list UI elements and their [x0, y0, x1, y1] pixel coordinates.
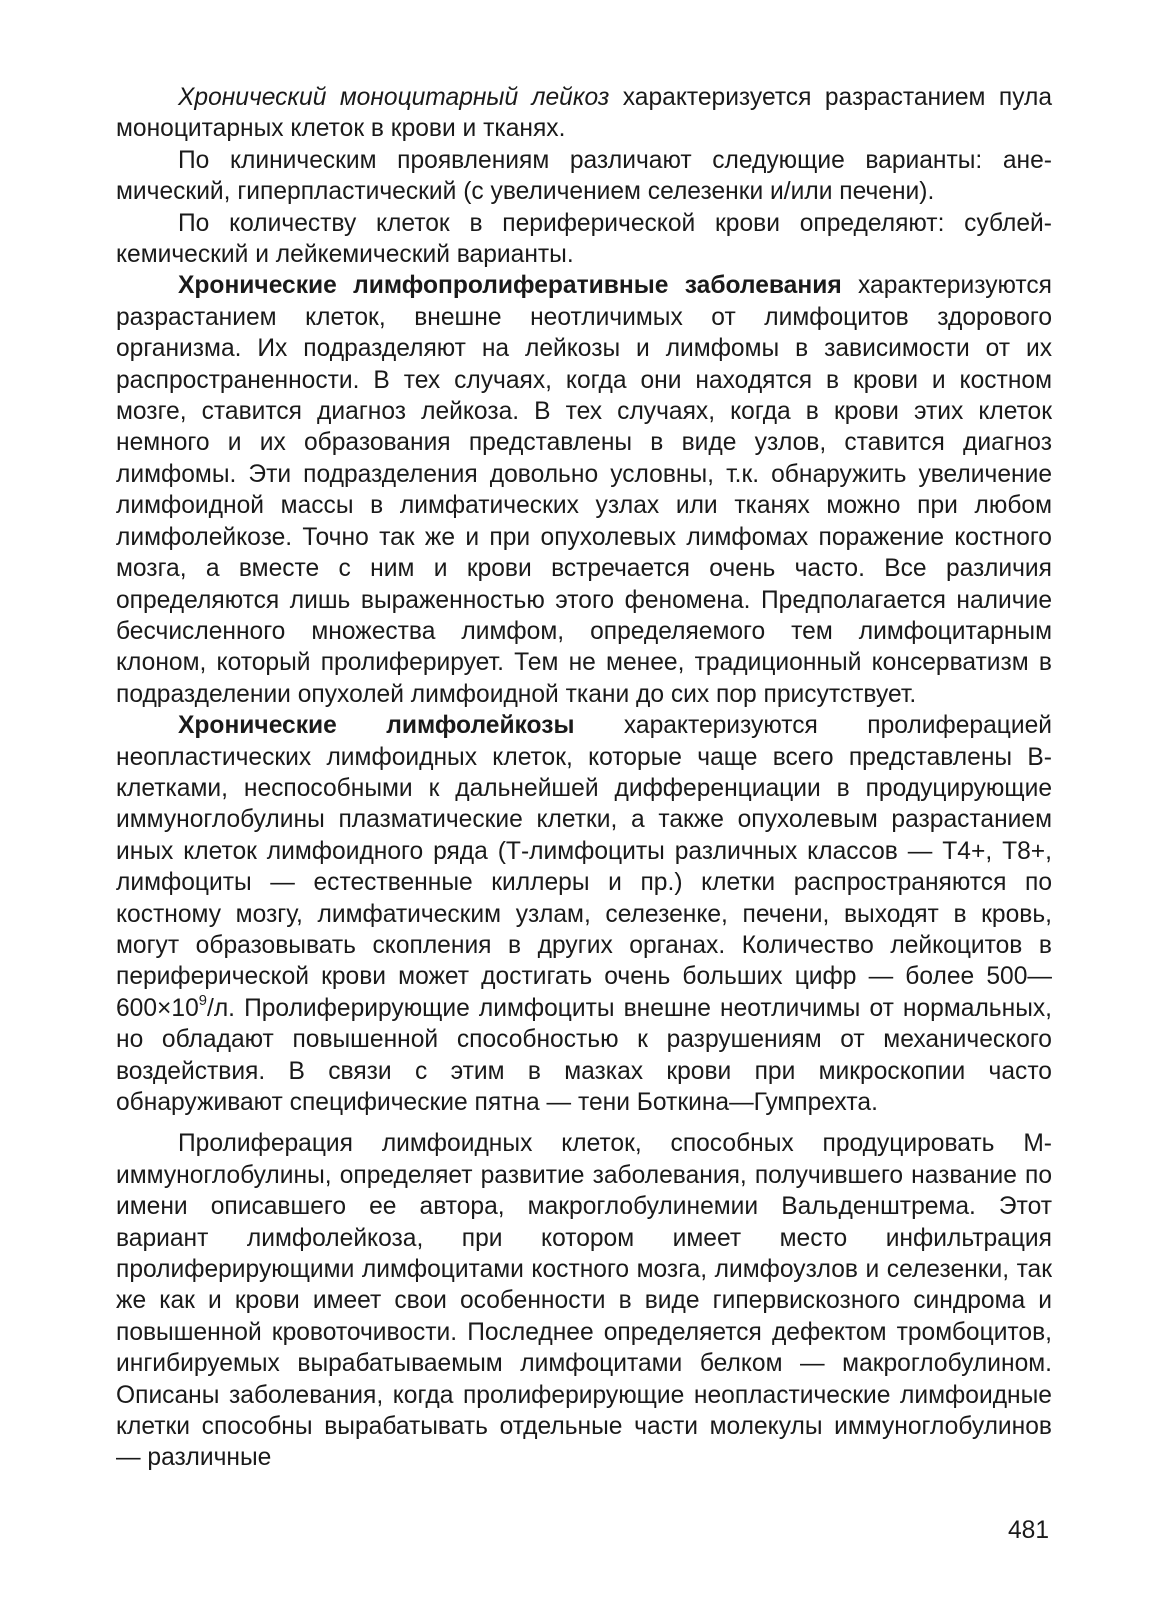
- term-chronic-monocytic-leukemia: Хронический моноцитарный лейкоз: [178, 84, 610, 111]
- paragraph-chronic-lymphocytic-leukemia: [116, 710, 1052, 1118]
- term-chronic-lymphoproliferative-diseases: Хронические лимфопролиферативные заболевания: [178, 272, 842, 300]
- paragraph-clinical-variants: [116, 145, 1052, 208]
- paragraph-text: Пролиферация лимфоидных клеток, способных продуцировать М-иммуноглобулины, определяет развитие заболевания, получившего название по имени описавшего ее автора, макроглобулинемии Вальденштрема. Этот вариант лимфолейкоза, при котором имеет место инфильтрация пролиферирующими лимфоцитами костного мозга, лимфоузлов и селезенки, так же как и крови имеет свои особенности в виде гипервискозного синдрома и повышенной кровоточивости. Последнее определяется дефектом тромбоцитов, ингибируемых вырабатываемым лимфоцитами белком — макроглобулином. Описаны заболевания, когда пролиферирующие неопластические лимфоидные клетки способны вырабатывать отдельные части молекулы иммуноглобулинов — различные: [116, 1130, 1052, 1472]
- paragraph-text: характеризуются разрастанием клеток, внешне неотличимых от лимфоцитов здорового организма. Их подразделяют на лейкозы и лимфомы в зависимости от их распространенности. В тех случаях, когда они находятся в крови и костном мозге, ставится диагноз лейкоза. В тех случаях, когда в крови этих клеток немного и их образования представлены в виде узлов, ставится диагноз лимфомы. Эти подразделения довольно условны, т.к. обнаружить увеличение лимфоидной массы в лимфатических узлах или тканях можно при любом лимфолейкозе. Точно так же и при опухолевых лимфомах поражение костного мозга, а вместе с ним и крови встречается очень часто. Все различия определяются лишь выраженностью этого феномена. Предполагается наличие бесчисленного множества лимфом, определяемого тем лимфоцитарным клоном, который пролиферирует. Тем не менее, традиционный консерватизм в подразделении опухолей лимфоидной ткани до сих пор присутствует.: [116, 272, 1053, 708]
- paragraph-text: По количеству клеток в периферической крови определяют: сублейкемический и лейкемический варианты.: [116, 209, 1052, 269]
- paragraph-text: характеризуются пролиферацией неопластических лимфоидных клеток, которые чаще всего представлены В-клетками, неспособными к дальнейшей дифференциации в продуцирующие иммуноглобулины плазматические клетки, а также опухолевым разрастанием иных клеток лимфоидного ряда (Т-лимфоциты различных классов — Т4+, Т8+, лимфоциты — естественные киллеры и пр.) клетки распространяются по костному мозгу, лимфатическим узлам, селезенке, печени, выходят в кровь, могут образовывать скопления в других органах. Количество лейкоцитов в периферической крови может достигать очень больших цифр — более 500—600×10: [116, 712, 1052, 1022]
- document-page: [116, 82, 1052, 1474]
- superscript-exponent: 9: [198, 992, 207, 1009]
- paragraph-text: характеризуется разрастанием пула моноцитарных клеток в крови и тканях.: [116, 84, 1052, 143]
- page-number: 481: [1008, 1517, 1050, 1544]
- paragraph-waldenstrom-macroglobulinemia: [116, 1128, 1052, 1473]
- paragraph-monocytic-leukemia: [116, 82, 1052, 145]
- paragraph-text-continued: /л. Пролиферирующие лимфоциты внешне неотличимы от нормальных, но обладают повышенной способностью к разрушениям от механического воздействия. В связи с этим в мазках крови при микроскопии часто обнаруживают специфические пятна — тени Боткина—Гумпрехта.: [116, 994, 1052, 1116]
- paragraph-lymphoproliferative-diseases: [116, 270, 1052, 710]
- paragraph-cell-count-variants: [116, 208, 1052, 271]
- term-chronic-lymphocytic-leukemia: Хронические лимфолейкозы: [178, 712, 575, 740]
- paragraph-text: По клиническим проявлениям различают следующие варианты: анемический, гиперпластический (с увеличением селезенки и/или печени).: [116, 146, 1052, 206]
